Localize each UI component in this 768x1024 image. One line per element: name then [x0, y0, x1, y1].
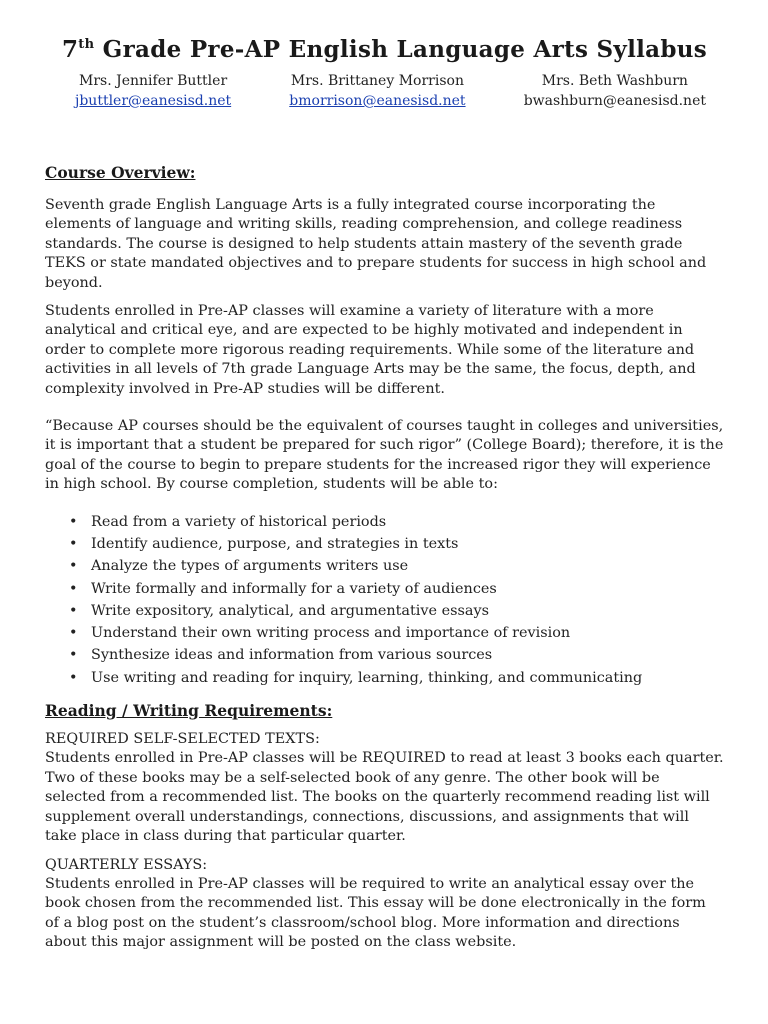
teacher-2 — [289, 71, 465, 111]
course-overview-heading: Course Overview: — [45, 163, 196, 182]
bullet-icon: • — [69, 513, 78, 530]
list-item: • Synthesize ideas and information from various sources — [91, 644, 724, 666]
list-item: • Identify audience, purpose, and strategies in texts — [91, 533, 724, 555]
quarterly-essays-label: QUARTERLY ESSAYS: — [45, 856, 208, 873]
list-item: • Write formally and informally for a variety of audiences — [91, 578, 724, 600]
list-item: • Write expository, analytical, and argumentative essays — [91, 600, 724, 622]
list-item: • Analyze the types of arguments writers use — [91, 555, 724, 577]
outcomes-list — [45, 511, 724, 689]
teacher-contacts — [45, 71, 724, 111]
bullet-icon: • — [69, 647, 78, 664]
teacher-name: Mrs. Brittaney Morrison — [290, 73, 464, 89]
bullet-icon: • — [69, 558, 78, 575]
quarterly-essays-body: Students enrolled in Pre-AP classes will be required to write an analytical essay over the book chosen from the recommended list. This essay will be done electronically in the form of a blog post on the student’s classroom/school blog. More information and directions about this major assignment will be posted on the class website. — [45, 875, 706, 951]
overview-paragraph-1: Seventh grade English Language Arts is a fully integrated course incorporating the elements of language and writing skills, reading comprehension, and college readiness standards. The course is designed to help students attain mastery of the seventh grade TEKS or state mandated objectives and to prepare students for success in high school and beyond. — [45, 197, 707, 291]
list-item: • Read from a variety of historical periods — [91, 511, 724, 533]
teacher-1 — [75, 71, 231, 111]
teacher-email: bwashburn@eanesisd.net — [523, 93, 706, 109]
list-item: • Understand their own writing process and importance of revision — [91, 622, 724, 644]
self-selected-texts-label: REQUIRED SELF-SELECTED TEXTS: — [45, 731, 320, 748]
bullet-icon: • — [69, 625, 78, 642]
title-text: Grade Pre-AP English Language Arts Syllabus — [94, 36, 708, 63]
title-superscript: th — [78, 37, 95, 52]
bullet-icon: • — [69, 602, 78, 619]
self-selected-texts-section — [45, 730, 724, 846]
bullet-icon: • — [69, 669, 78, 686]
title-grade: 7 — [61, 36, 79, 63]
self-selected-texts-body: Students enrolled in Pre-AP classes will be REQUIRED to read at least 3 books each quarter. Two of these books may be a self-selected book of any genre. The other book will be selected from a recommended list. The books on the quarterly recommend reading list will supplement overall understandings, connections, discussions, and assignments that will take place in class during that particular quarter. — [45, 750, 724, 845]
teacher-email-link[interactable]: bmorrison@eanesisd.net — [289, 93, 466, 109]
list-item: • Use writing and reading for inquiry, learning, thinking, and communicating — [91, 667, 724, 689]
teacher-name: Mrs. Beth Washburn — [541, 73, 688, 89]
overview-paragraph-2: Students enrolled in Pre-AP classes will examine a variety of literature with a more analytical and critical eye, and are expected to be highly motivated and independent in order to complete more rigorous reading requirements. While some of the literature and activities in all levels of 7th grade Language Arts may be the same, the focus, depth, and complexity involved in Pre-AP studies will be different. — [45, 303, 696, 397]
quarterly-essays-section — [45, 856, 724, 953]
page-title — [45, 36, 724, 63]
teacher-email-link[interactable]: jbuttler@eanesisd.net — [75, 93, 232, 109]
overview-paragraph-3: “Because AP courses should be the equivalent of courses taught in colleges and universities, it is important that a student be prepared for such rigor” (College Board); therefore, it is the goal of the course to begin to prepare students for the increased rigor they will experience in high school. By course completion, students will be able to: — [45, 418, 724, 493]
bullet-icon: • — [69, 535, 78, 552]
teacher-3 — [524, 71, 706, 111]
bullet-icon: • — [69, 580, 78, 597]
reading-writing-heading: Reading / Writing Requirements: — [45, 701, 333, 721]
teacher-name: Mrs. Jennifer Buttler — [79, 73, 228, 89]
